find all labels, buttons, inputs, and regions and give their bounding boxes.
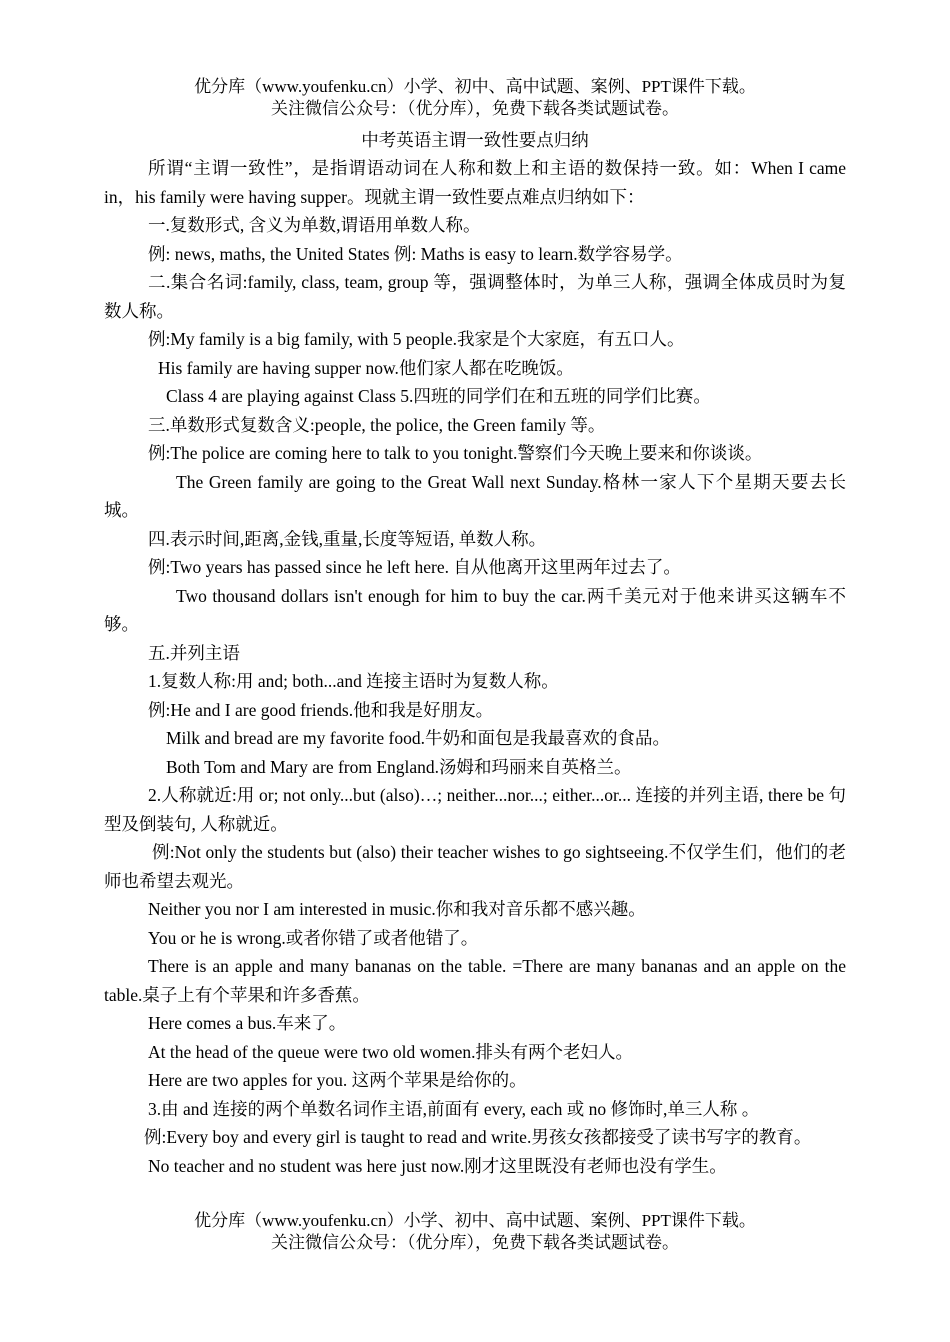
paragraph: You or he is wrong.或者你错了或者他错了。 (148, 927, 479, 948)
footer-line-2: 关注微信公众号：（优分库），免费下载各类试题试卷。 (271, 1233, 679, 1252)
paragraph: 三.单数形式复数含义:people, the police, the Green family 等。 (148, 414, 606, 435)
page-header (0, 76, 950, 120)
paragraph: Class 4 are playing against Class 5.四班的同学们在和五班的同学们比赛。 (166, 386, 711, 406)
document-body (104, 154, 846, 1180)
paragraph: 例:My family is a big family, with 5 people.我家是个大家庭，有五口人。 (148, 329, 685, 349)
paragraph: 例:Not only the students but (also) their teacher wishes to go sightseeing.不仅学生们，他们的老师也希望去观光。 (104, 842, 846, 891)
paragraph: No teacher and no student was here just now.刚才这里既没有老师也没有学生。 (148, 1155, 727, 1176)
paragraph: Here comes a bus.车来了。 (148, 1013, 347, 1033)
paragraph: Here are two apples for you. 这两个苹果是给你的。 (148, 1070, 527, 1090)
paragraph: There is an apple and many bananas on the table. =There are many bananas and an apple on the table.桌子上有个苹果和许多香蕉。 (104, 956, 846, 1005)
header-line-1: 优分库（www.youfenku.cn）小学、初中、高中试题、案例、PPT课件下载。 (194, 77, 756, 96)
paragraph: 一.复数形式, 含义为单数,谓语用单数人称。 (148, 215, 481, 235)
paragraph: Both Tom and Mary are from England.汤姆和玛丽来自英格兰。 (166, 756, 632, 777)
paragraph: 例: news, maths, the United States 例: Maths is easy to learn.数学容易学。 (148, 243, 683, 264)
paragraph: 四.表示时间,距离,金钱,重量,长度等短语, 单数人称。 (148, 528, 547, 549)
paragraph: 例:The police are coming here to talk to you tonight.警察们今天晚上要来和你谈谈。 (148, 443, 763, 463)
paragraph: Milk and bread are my favorite food.牛奶和面包是我最喜欢的食品。 (166, 728, 671, 748)
paragraph-intro: 所谓“主谓一致性”，是指谓语动词在人称和数上和主语的数保持一致。如：When I came in，his family were having supper。现就主谓一致性要点难点归纳如下： (104, 158, 846, 207)
paragraph: 二.集合名词:family, class, team, group 等，强调整体时，为单三人称，强调全体成员时为复数人称。 (104, 272, 846, 321)
paragraph: Two thousand dollars isn't enough for him to buy the car.两千美元对于他来讲买这辆车不够。 (104, 585, 846, 634)
header-line-2: 关注微信公众号：（优分库），免费下载各类试题试卷。 (271, 99, 679, 118)
paragraph: 五.并列主语 (148, 642, 240, 663)
paragraph: 例:Every boy and every girl is taught to read and write.男孩女孩都接受了读书写字的教育。 (144, 1127, 812, 1147)
paragraph: The Green family are going to the Great Wall next Sunday.格林一家人下个星期天要去长城。 (104, 471, 846, 520)
paragraph: 2.人称就近:用 or; not only...but (also)…; neither...nor...; either...or... 连接的并列主语, there be 句型及倒装句, 人称就近。 (104, 785, 846, 834)
footer-line-1: 优分库（www.youfenku.cn）小学、初中、高中试题、案例、PPT课件下载。 (194, 1211, 756, 1230)
paragraph: His family are having supper now.他们家人都在吃晚饭。 (158, 357, 574, 378)
paragraph: At the head of the queue were two old women.排头有两个老妇人。 (148, 1041, 634, 1062)
paragraph: 例:Two years has passed since he left here. 自从他离开这里两年过去了。 (148, 557, 681, 577)
paragraph: 1.复数人称:用 and; both...and 连接主语时为复数人称。 (148, 671, 559, 691)
document-title: 中考英语主谓一致性要点归纳 (361, 130, 589, 150)
page-footer (0, 1210, 950, 1254)
paragraph: 例:He and I are good friends.他和我是好朋友。 (148, 699, 494, 720)
paragraph: 3.由 and 连接的两个单数名词作主语,前面有 every, each 或 no 修饰时,单三人称 。 (148, 1098, 760, 1119)
paragraph: Neither you nor I am interested in music.你和我对音乐都不感兴趣。 (148, 899, 646, 919)
